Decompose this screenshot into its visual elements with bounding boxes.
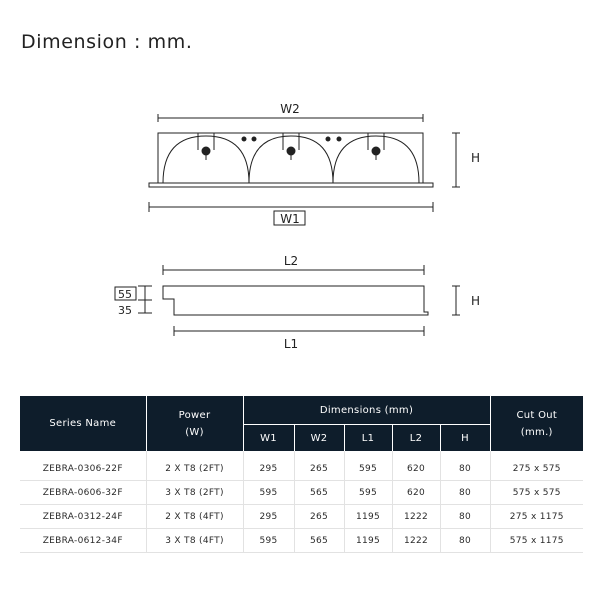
cell-l1: 1195	[344, 529, 392, 553]
top-view	[149, 114, 460, 225]
dim-55-label: 55	[118, 288, 132, 301]
header-w2: W2	[294, 425, 344, 452]
cell-series: ZEBRA-0312-24F	[20, 505, 146, 529]
cell-h: 80	[440, 529, 490, 553]
l1-label: L1	[283, 337, 299, 351]
header-w1: W1	[243, 425, 294, 452]
spec-table	[20, 396, 583, 553]
cell-l2: 620	[392, 481, 440, 505]
cell-w1: 595	[243, 481, 294, 505]
cell-series: ZEBRA-0606-32F	[20, 481, 146, 505]
cell-w1: 295	[243, 505, 294, 529]
dim-35-label: 35	[118, 304, 132, 317]
side-view	[115, 265, 460, 336]
page-title: Dimension : mm.	[21, 31, 193, 53]
w2-label: W2	[280, 102, 300, 116]
h-label-side: H	[471, 294, 481, 308]
cell-l2: 620	[392, 451, 440, 481]
header-l2: L2	[392, 425, 440, 452]
cell-l1: 1195	[344, 505, 392, 529]
header-dimensions: Dimensions (mm)	[243, 396, 490, 425]
cell-w2: 265	[294, 505, 344, 529]
cell-power: 3 X T8 (4FT)	[146, 529, 243, 553]
table-row	[20, 481, 583, 505]
cell-cutout: 275 x 1175	[490, 505, 583, 529]
header-power	[146, 396, 243, 451]
cell-h: 80	[440, 451, 490, 481]
header-l1: L1	[344, 425, 392, 452]
cell-cutout: 575 x 1175	[490, 529, 583, 553]
cell-series: ZEBRA-0306-22F	[20, 451, 146, 481]
cell-w2: 565	[294, 529, 344, 553]
cell-power: 2 X T8 (2FT)	[146, 451, 243, 481]
cell-h: 80	[440, 505, 490, 529]
cell-cutout: 275 x 575	[490, 451, 583, 481]
header-cutout-line1: Cut Out	[516, 409, 558, 421]
cell-w2: 265	[294, 451, 344, 481]
header-cutout-line2: (mm.)	[520, 426, 553, 438]
table-row	[20, 505, 583, 529]
header-power-line2: (W)	[185, 426, 204, 438]
cell-l1: 595	[344, 451, 392, 481]
cell-cutout: 575 x 575	[490, 481, 583, 505]
header-h: H	[440, 425, 490, 452]
cell-power: 2 X T8 (4FT)	[146, 505, 243, 529]
h-label-top: H	[471, 151, 481, 165]
cell-power: 3 X T8 (2FT)	[146, 481, 243, 505]
cell-l1: 595	[344, 481, 392, 505]
header-cutout	[490, 396, 583, 451]
cell-series: ZEBRA-0612-34F	[20, 529, 146, 553]
header-power-line1: Power	[178, 409, 211, 421]
w1-label: W1	[280, 212, 300, 226]
table-row	[20, 451, 583, 481]
cell-l2: 1222	[392, 529, 440, 553]
cell-w2: 565	[294, 481, 344, 505]
cell-w1: 595	[243, 529, 294, 553]
l2-label: L2	[283, 254, 299, 268]
cell-h: 80	[440, 481, 490, 505]
cell-l2: 1222	[392, 505, 440, 529]
cell-w1: 295	[243, 451, 294, 481]
header-series-name: Series Name	[20, 396, 146, 451]
table-row	[20, 529, 583, 553]
